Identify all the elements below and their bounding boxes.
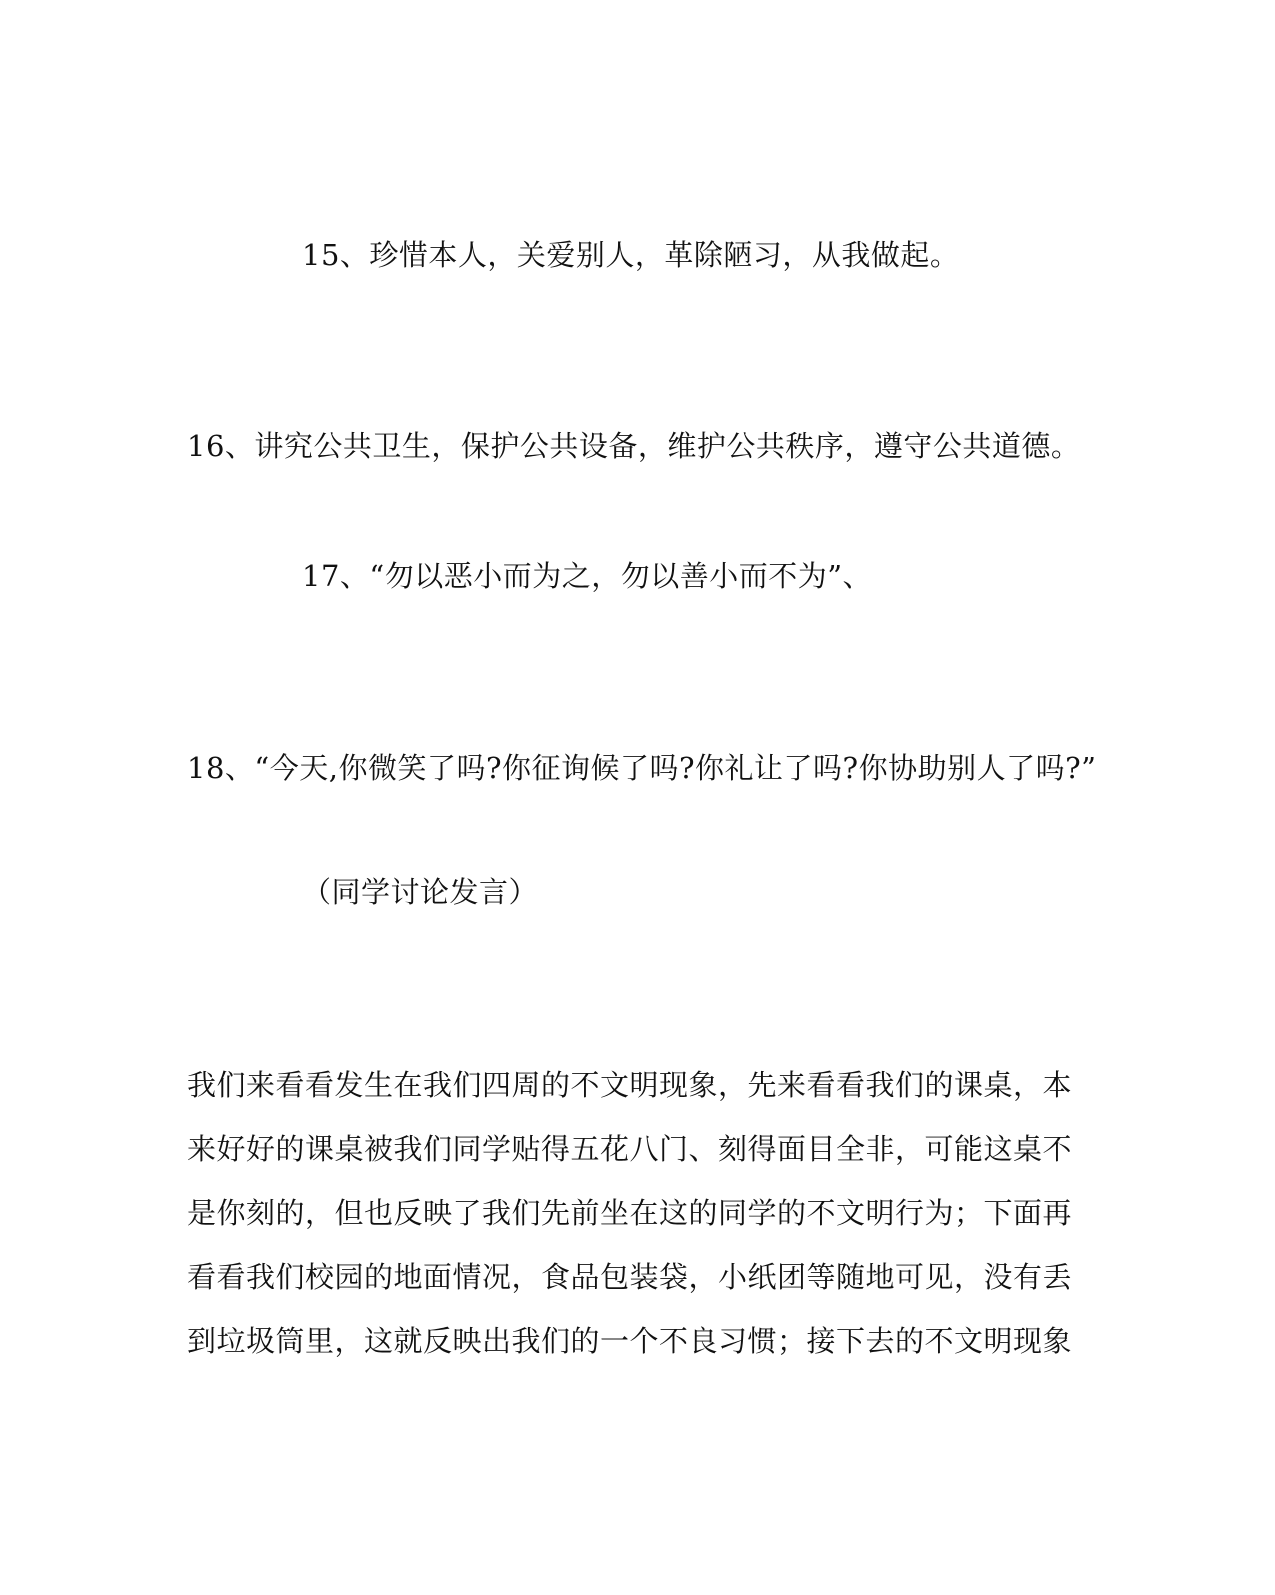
paragraph-line: 来好好的课桌被我们同学贴得五花八门、刻得面目全非，可能这桌不	[187, 1132, 1073, 1166]
paragraph-line: 我们来看看发生在我们四周的不文明现象，先来看看我们的课桌，本	[187, 1068, 1073, 1102]
body-paragraph	[187, 1067, 1073, 1387]
discussion-note: （同学讨论发言）	[302, 875, 539, 909]
list-item-15: 15、珍惜本人，关爱别人，革除陋习，从我做起。	[302, 238, 960, 272]
list-item-18: 18、“今天,你微笑了吗?你征询候了吗?你礼让了吗?你协助别人了吗?”	[187, 751, 1097, 785]
list-item-17: 17、“勿以恶小而为之，勿以善小而不为”、	[302, 559, 873, 593]
paragraph-line: 看看我们校园的地面情况，食品包装袋，小纸团等随地可见，没有丢	[187, 1260, 1073, 1294]
list-item-16: 16、讲究公共卫生，保护公共设备，维护公共秩序，遵守公共道德。	[187, 429, 1081, 463]
paragraph-line: 到垃圾筒里，这就反映出我们的一个不良习惯；接下去的不文明现象	[187, 1324, 1073, 1358]
paragraph-line: 是你刻的，但也反映了我们先前坐在这的同学的不文明行为；下面再	[187, 1196, 1073, 1230]
